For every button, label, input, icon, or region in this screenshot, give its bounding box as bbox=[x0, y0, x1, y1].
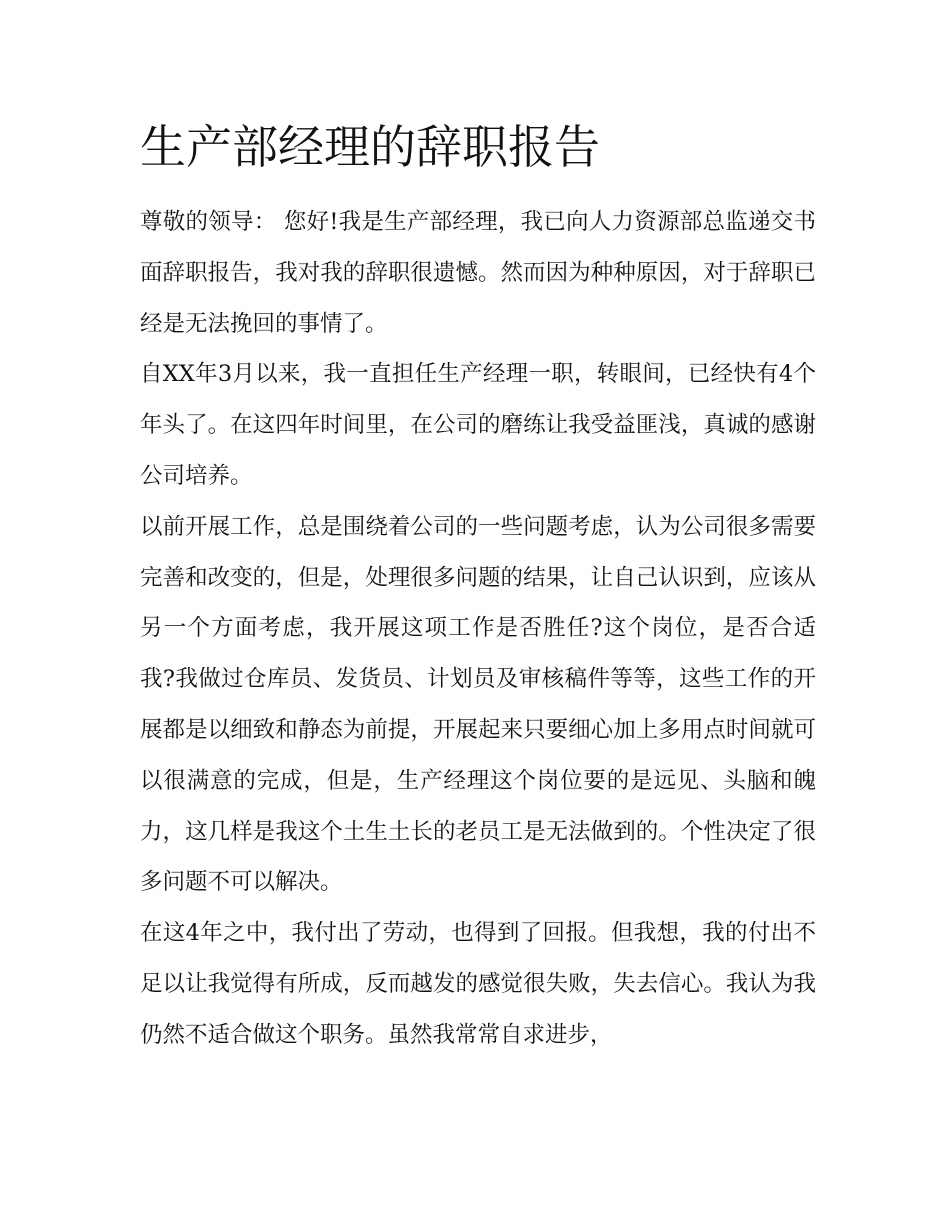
paragraph-greeting: 尊敬的领导： 您好!我是生产部经理，我已向人力资源部总监递交书面辞职报告，我对我的辞职很遗憾。然而因为种种原因，对于辞职已经是无法挽回的事情了。 bbox=[140, 209, 816, 337]
document-body bbox=[140, 197, 816, 1061]
paragraph-conclusion: 在这4年之中，我付出了劳动，也得到了回报。但我想，我的付出不足以让我觉得有所成，反而越发的感觉很失败，失去信心。我认为我仍然不适合做这个职务。虽然我常常自求进步， bbox=[140, 920, 816, 1048]
paragraph-tenure: 自XX年3月以来，我一直担任生产经理一职，转眼间，已经快有4个年头了。在这四年时间里，在公司的磨练让我受益匪浅，真诚的感谢公司培养。 bbox=[140, 361, 816, 489]
paragraph-reflection: 以前开展工作，总是围绕着公司的一些问题考虑，认为公司很多需要完善和改变的，但是，处理很多问题的结果，让自己认识到，应该从另一个方面考虑，我开展这项工作是否胜任?这个岗位，是否合适我?我做过仓库员、发货员、计划员及审核稿件等等，这些工作的开展都是以细致和静态为前提，开展起来只要细心加上多用点时间就可以很满意的完成，但是，生产经理这个岗位要的是远见、头脑和魄力，这几样是我这个土生土长的老员工是无法做到的。个性决定了很多问题不可以解决。 bbox=[140, 513, 816, 896]
document-title: 生产部经理的辞职报告 bbox=[140, 120, 600, 174]
